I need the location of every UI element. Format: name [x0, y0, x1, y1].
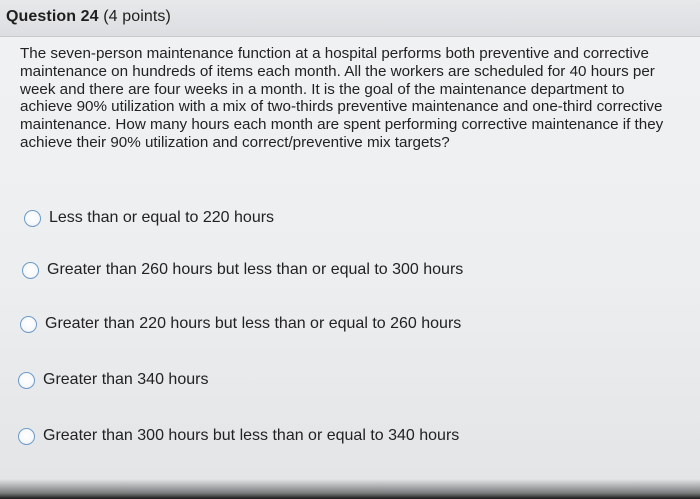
question-title	[6, 8, 171, 26]
radio-button[interactable]	[20, 316, 37, 333]
answer-option-label: Greater than 300 hours but less than or equal to 340 hours	[43, 427, 460, 444]
question-number: Question 24	[6, 8, 99, 25]
answer-option-3[interactable]	[20, 312, 461, 336]
radio-button[interactable]	[18, 428, 35, 445]
answer-option-5[interactable]	[18, 424, 459, 448]
question-header	[0, 0, 700, 37]
answer-option-label: Greater than 260 hours but less than or equal to 300 hours	[47, 261, 464, 278]
question-text: The seven-person maintenance function at a hospital performs both preventive and corrective maintenance on hundreds of items each month. All the workers are scheduled for 40 hours per week and there are four weeks in a month. It is the goal of the maintenance department to achieve 90% utilization with a mix of two-thirds preventive maintenance and one-third corrective maintenance. How many hours each month are spent performing corrective maintenance if they achieve their 90% utilization and correct/preventive mix targets?	[20, 45, 664, 151]
answer-option-1[interactable]	[24, 206, 274, 230]
answer-option-4[interactable]	[18, 368, 208, 392]
answer-option-label: Greater than 340 hours	[43, 371, 209, 388]
radio-button[interactable]	[22, 262, 39, 279]
radio-button[interactable]	[24, 210, 41, 227]
answer-option-label: Less than or equal to 220 hours	[49, 209, 275, 226]
screen-bottom-edge	[0, 479, 700, 499]
answer-option-2[interactable]	[22, 258, 463, 282]
answer-option-label: Greater than 220 hours but less than or equal to 260 hours	[45, 315, 462, 332]
radio-button[interactable]	[18, 372, 35, 389]
question-points: (4 points)	[103, 8, 171, 25]
